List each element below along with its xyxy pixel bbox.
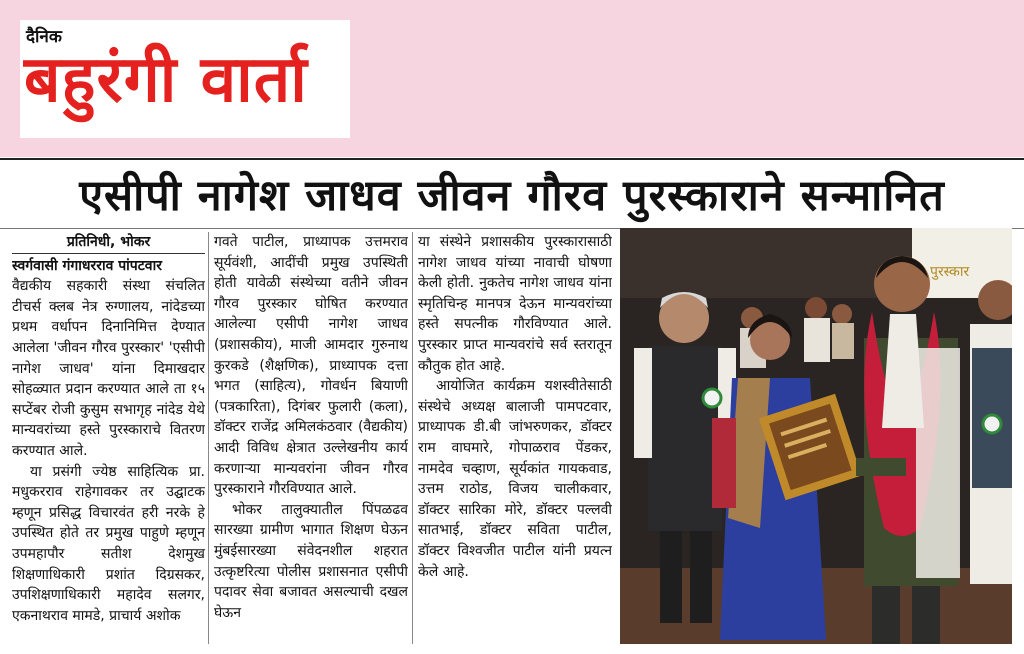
article-column-3 [418,232,612,582]
paragraph: गवते पाटील, प्राध्यापक उत्तमराव सूर्यवंशी, आदींची प्रमुख उपस्थिती होती यावेळी संस्थेच्या वतीने जीवन गौरव पुरस्कार घोषित करण्यात आलेल्या एसीपी नागेश जाधव (प्रशासकीय), माजी आमदार गुरुनाथ कुरकडे (शैक्षणिक), प्राध्यापक दत्ता भगत (साहित्य), गोवर्धन बियाणी (पत्रकारिता), दिगंबर फुलारी (कला), डॉक्टर राजेंद्र अमिलकंठवार (वैद्यकीय) आदी विविध क्षेत्रात उल्लेखनीय कार्य करणाऱ्या मान्यवरांना जीवन गौरव पुरस्काराने गौरविण्यात आले. [214,234,408,498]
paragraph: या प्रसंगी ज्येष्ठ साहित्यिक प्रा. मधुकरराव राहेगावकर तर उद्घाटक म्हणून प्रसिद्ध विचारवंत हरी नरके हे उपस्थित होते तर प्रमुख पाहुणे म्हणून उपमहापौर सतीश देशमुख शिक्षणाधिकारी प्रशांत दिग्रसकर, उपशिक्षणाधिकारी महादेव सलगर, एकनाथराव मामडे, प्राचार्य अशोक [12,463,205,624]
article-headline: एसीपी नागेश जाधव जीवन गौरव पुरस्काराने सन्मानित [79,171,945,221]
paragraph: आयोजित कार्यक्रम यशस्वीतेसाठी संस्थेचे अध्यक्ष बालाजी पामपटवार, प्राध्यापक डी.बी जांभरुणकर, डॉक्टर राम वाघमारे, गोपाळराव पेंडकर, नामदेव चव्हाण, सूर्यकांत गायकवाड, उत्तम राठोड, विजय चालीकवार, डॉक्टर सारिका मोरे, डॉक्टर पल्लवी सातभाई, डॉक्टर सविता पाटील, डॉक्टर विश्वजीत पाटील यांनी प्रयत्न केले आहे. [418,378,612,580]
newspaper-logo [20,20,350,138]
paragraph: या संस्थेने प्रशासकीय पुरस्कारासाठी नागेश जाधव यांच्या नावाची घोषणा केली होती. नुकतेच नागेश जाधव यांना स्मृतिचिन्ह मानपत्र देऊन मान्यवरांच्या हस्ते सपत्नीक गौरविण्यात आले. पुरस्कार प्राप्त मान्यवरांचे सर्व स्तरातून कौतुक होत आहे. [418,234,612,374]
paragraph: भोकर तालुक्यातील पिंपळढव सारख्या ग्रामीण भागात शिक्षण घेऊन मुंबईसारख्या संवेदनशील शहरात उत्कृष्टरित्या पोलीस प्रशासनात एसीपी पदावर सेवा बजावत असल्याची दखल घेऊन [214,501,408,621]
lead-name: स्वर्गवासी गंगाधरराव पांपटवार [12,257,162,274]
logo-big-title: बहुरंगी वार्ता [24,43,308,117]
column-divider [208,232,209,644]
byline: प्रतिनिधी, भोकर [12,232,205,254]
top-rule [0,158,1024,160]
banner-text: पुरस्कार [930,264,970,280]
masthead-band [0,0,1024,157]
award-ceremony-photo [620,228,1012,644]
logo-small-title: दैनिक [26,27,62,47]
article-column-1 [12,232,205,626]
paragraph: वैद्यकीय सहकारी संस्था संचलित टीचर्स क्लब नेत्र रुग्णालय, नांदेडच्या प्रथम वर्धापन दिनानिमित्त देण्यात आलेला 'जीवन गौरव पुरस्कार' 'एसीपी नागेश जाधव' यांना दिमाखदार सोहळ्यात प्रदान करण्यात आले ता १५ सप्टेंबर रोजी कुसुम सभागृह नांदेड येथे मान्यवरांच्या हस्ते पुरस्काराचे वितरण करण्यात आले. [12,278,205,459]
article-column-2 [214,232,408,623]
ceremony-illustration [620,228,1012,644]
column-divider [412,232,413,644]
